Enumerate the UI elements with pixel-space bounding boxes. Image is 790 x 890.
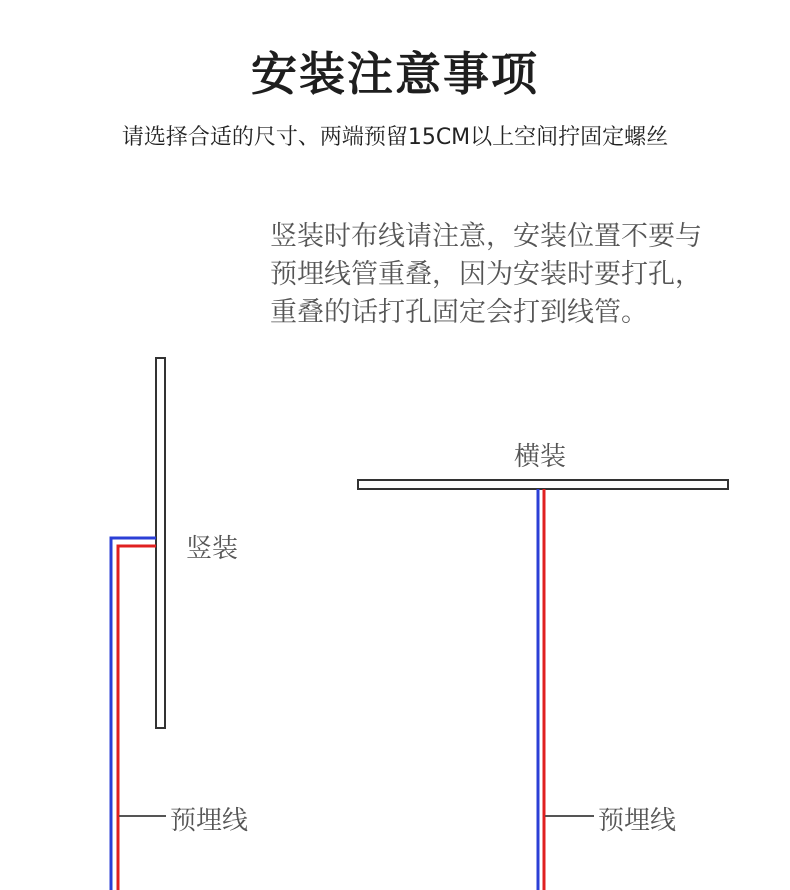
horizontal-install-label: 横装 — [514, 442, 567, 472]
left-wire-red — [118, 546, 156, 890]
embedded-wire-label-right: 预埋线 — [598, 806, 677, 836]
note-line-1: 竖装时布线请注意，安装位置不要与 — [270, 221, 702, 252]
horizontal-fixture-bar — [358, 480, 728, 489]
embedded-wire-label-left: 预埋线 — [170, 806, 249, 836]
page-subtitle: 请选择合适的尺寸、两端预留15CM以上空间拧固定螺丝 — [121, 125, 669, 150]
note-line-3: 重叠的话打孔固定会打到线管。 — [270, 297, 648, 328]
note-line-2: 预埋线管重叠，因为安装时要打孔， — [270, 259, 702, 290]
vertical-fixture-bar — [156, 358, 165, 728]
vertical-install-label: 竖装 — [186, 534, 239, 564]
page-title: 安装注意事项 — [251, 47, 539, 101]
